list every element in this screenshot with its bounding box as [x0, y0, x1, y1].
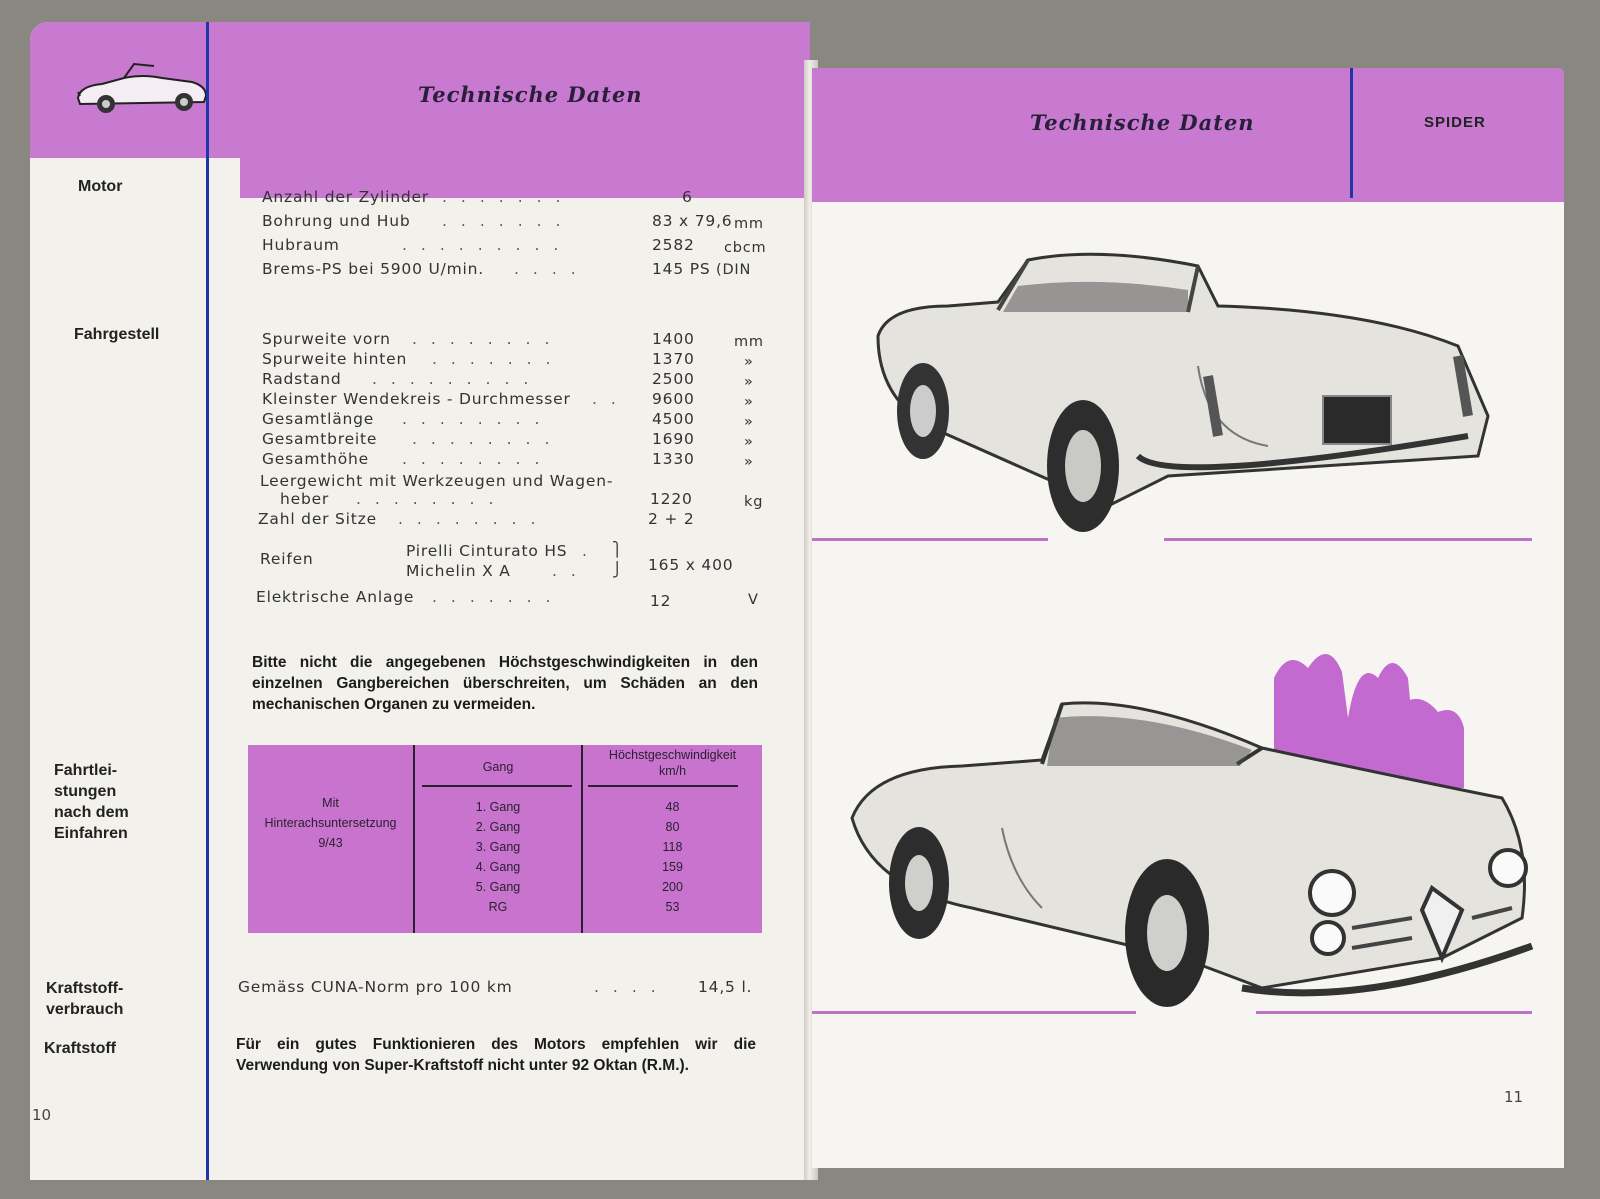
speed-table — [248, 745, 762, 933]
spec-row: Reifen — [260, 550, 314, 568]
rule-upper-right — [1164, 538, 1532, 541]
section-kraftstoffverbrauch: Kraftstoff- verbrauch — [46, 980, 124, 1018]
right-header-title: Technische Daten — [1030, 110, 1255, 135]
section-kraftstoff: Kraftstoff — [44, 1040, 116, 1057]
spec-row: Pirelli Cinturato HS . ⎫ — [406, 542, 624, 560]
axle-ratio-cell: Mit Hinterachsuntersetzung 9/43 — [264, 796, 397, 850]
speed-warning-text: Bitte nicht die angegebenen Höchstgeschwindigkeiten in den einzelnen Gangbereichen überschreiten, um Schäden an den mechanischen Organen zu vermeiden. — [252, 654, 758, 713]
spec-row: Elektrische Anlage ....... 12 V — [256, 588, 759, 610]
spec-row: Zahl der Sitze ........ 2 + 2 — [258, 510, 695, 528]
table-row: 3. Gang 118 — [475, 840, 683, 854]
rule-upper-left — [812, 538, 1048, 541]
spec-row: Spurweite hinten ....... 1370 » — [262, 350, 754, 370]
consumption-row: Gemäss CUNA-Norm pro 100 km .... 14,5 l. — [238, 978, 753, 996]
table-row: 1. Gang 48 — [475, 800, 680, 814]
section-fahrtleistungen: Fahrtlei- stungen nach dem Einfahren — [54, 762, 129, 842]
section-fahrgestell: Fahrgestell — [74, 326, 160, 343]
car-rear-view-image — [868, 246, 1498, 546]
table-row: RG 53 — [488, 900, 680, 914]
table-row: 4. Gang 159 — [475, 860, 683, 874]
rule-lower-right — [1256, 1011, 1532, 1014]
left-vertical-rule — [206, 22, 209, 1180]
car-front-view-image — [842, 688, 1542, 1018]
spec-row: Gesamtlänge ........ 4500 » — [262, 410, 754, 430]
spec-row: Bohrung und Hub ....... 83 x 79,6 mm — [262, 212, 764, 232]
spec-row: Hubraum ......... 2582 cbcm — [262, 236, 767, 256]
right-header-band — [812, 68, 1564, 202]
spec-row: Gesamtbreite ........ 1690 » — [262, 430, 754, 450]
fuel-recommendation-text: Für ein gutes Funktionieren des Motors empfehlen wir die Verwendung von Super-Kraftstoff nicht unter 92 Oktan (R.M.). — [236, 1036, 756, 1074]
car-thumbnail-icon — [72, 56, 212, 120]
speed-column-header: Höchstgeschwindigkeit km/h — [608, 748, 737, 778]
spec-row: Anzahl der Zylinder ....... 6 — [262, 188, 693, 206]
right-page-number: 11 — [1504, 1088, 1524, 1106]
table-row: 5. Gang 200 — [475, 880, 683, 894]
spec-row: Gesamthöhe ........ 1330 » — [262, 450, 754, 470]
section-motor: Motor — [78, 178, 123, 195]
spec-row: Spurweite vorn ........ 1400 mm — [262, 330, 764, 350]
gear-column-header: Gang — [482, 760, 514, 774]
right-page — [812, 68, 1564, 1168]
rule-lower-left — [812, 1011, 1136, 1014]
spec-row: Leergewicht mit Werkzeugen und Wagen- — [260, 472, 614, 490]
spec-row: heber ........ 1220 kg — [280, 490, 764, 510]
spec-row: Kleinster Wendekreis - Durchmesser .. 9600 » — [262, 390, 754, 410]
spider-tag: SPIDER — [1424, 114, 1486, 131]
spec-row: Radstand ......... 2500 » — [262, 370, 754, 390]
right-header-divider — [1350, 68, 1353, 198]
table-row: 2. Gang 80 — [475, 820, 680, 834]
spec-row: Brems-PS bei 5900 U/min. .... 145 PS (DIN — [262, 260, 752, 278]
spec-row: Michelin X A .. ⎭ 165 x 400 — [406, 556, 734, 580]
gear-rows — [415, 797, 762, 917]
left-header-title: Technische Daten — [418, 82, 643, 107]
left-page-number: 10 — [32, 1106, 52, 1124]
